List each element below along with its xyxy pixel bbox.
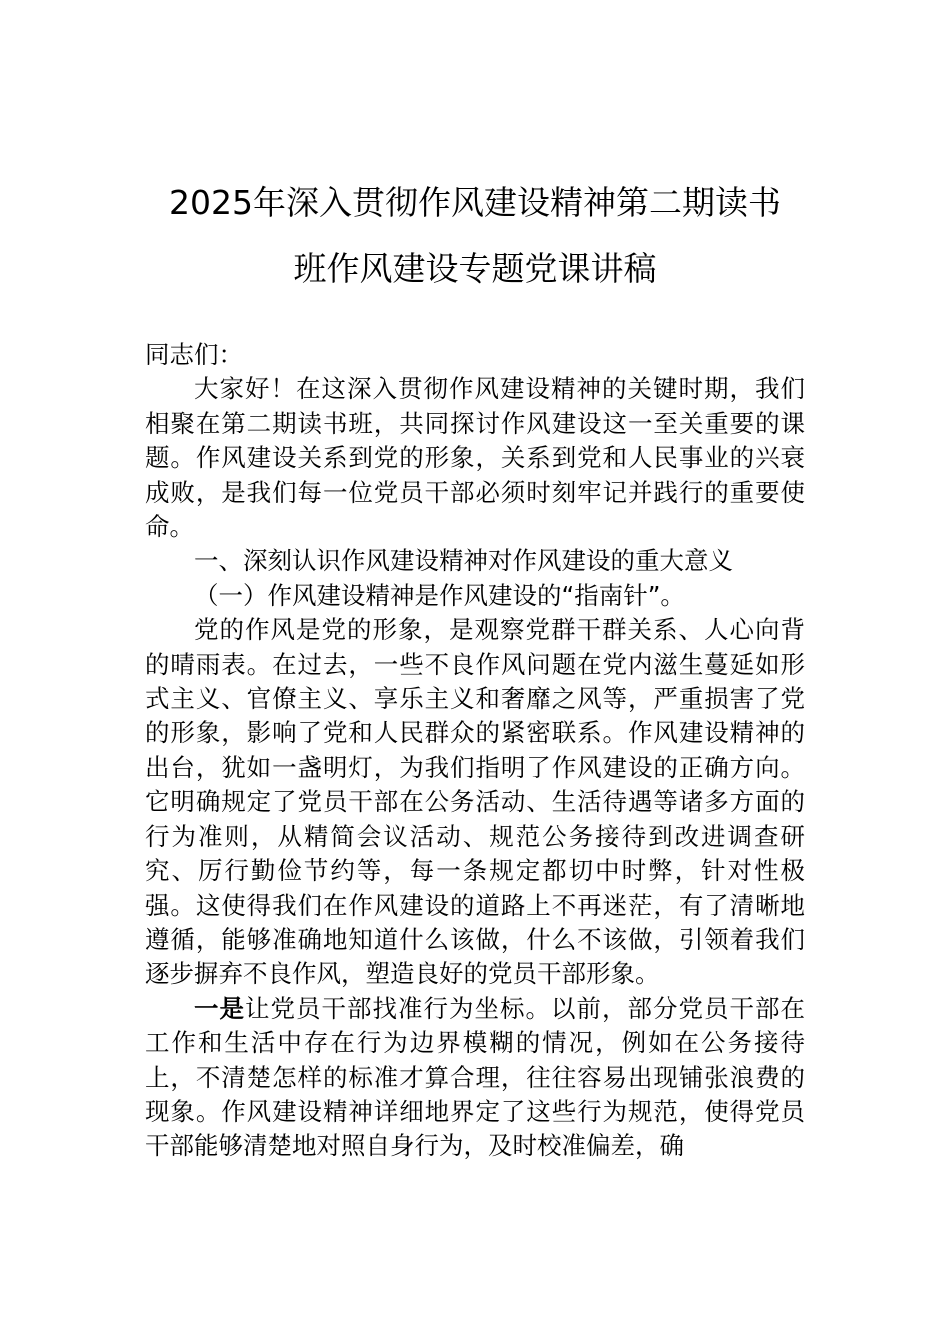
document-title-line-2: 班作风建设专题党课讲稿 (293, 249, 657, 288)
document-body (145, 338, 805, 1164)
intro-paragraph: 大家好！在这深入贯彻作风建设精神的关键时期，我们相聚在第二期读书班，共同探讨作风建设这一至关重要的课题。作风建设关系到党的形象，关系到党和人民事业的兴衰成败，是我们每一位党员干部必须时刻牢记并践行的重要使命。 (145, 374, 805, 542)
subsection-1-heading: （一）作风建设精神是作风建设的“指南针”。 (194, 580, 685, 610)
section-1-heading: 一、深刻认识作风建设精神对作风建设的重大意义 (194, 546, 733, 576)
paragraph-2: 党的作风是党的形象，是观察党群干群关系、人心向背的晴雨表。在过去，一些不良作风问题在党内滋生蔓延如形式主义、官僚主义、享乐主义和奢靡之风等，严重损害了党的形象，影响了党和人民群众的紧密联系。作风建设精神的出台，犹如一盏明灯，为我们指明了作风建设的正确方向。它明确规定了党员干部在公务活动、生活待遇等诸多方面的行为准则，从精简会议活动、规范公务接待到改进调查研究、厉行勤俭节约等，每一条规定都切中时弊，针对性极强。这使得我们在作风建设的道路上不再迷茫，有了清晰地遵循，能够准确地知道什么该做，什么不该做，引领着我们逐步摒弃不良作风，塑造良好的党员干部形象。 (145, 615, 805, 989)
salutation: 同志们： (145, 340, 243, 369)
paragraph-3 (145, 992, 805, 1164)
paragraph-3-text: 让党员干部找准行为坐标。以前，部分党员干部在工作和生活中存在行为边界模糊的情况，例如在公务接待上，不清楚怎样的标准才算合理，往往容易出现铺张浪费的现象。作风建设精神详细地界定了这些行为规范，使得党员干部能够清楚地对照自身行为，及时校准偏差，确 (145, 993, 805, 1161)
paragraph-3-lead: 一是 (194, 993, 245, 1023)
document-title-line-1: 2025年深入贯彻作风建设精神第二期读书 (169, 183, 781, 222)
